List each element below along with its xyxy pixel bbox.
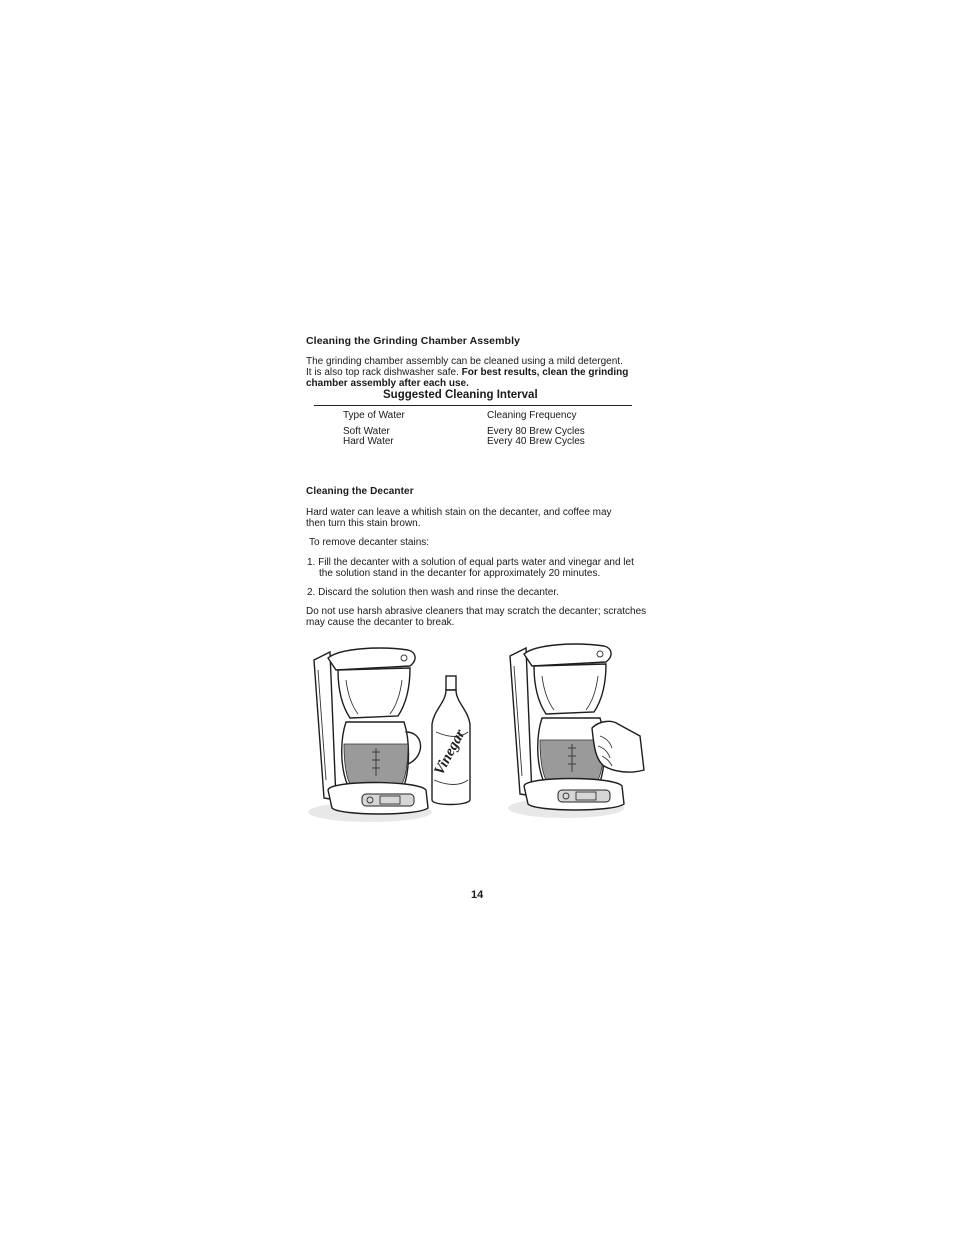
coffee-maker-with-hand-icon [508,644,644,818]
table-rule [314,405,632,406]
table-header-frequency: Cleaning Frequency [487,410,577,421]
vinegar-bottle-icon [431,676,470,805]
grinding-line-2 [306,367,628,378]
section-heading-grinding-chamber: Cleaning the Grinding Chamber Assembly [306,335,521,347]
decanter-para-line-1: Hard water can leave a whitish stain on the decanter, and coffee may [306,507,612,518]
grinding-line-2-bold: For best results, clean the grinding [461,367,629,378]
table-row-hard-frequency: Every 40 Brew Cycles [487,436,585,447]
table-row-soft-water: Soft Water [343,426,390,437]
step-1-line-2: the solution stand in the decanter for approximately 20 minutes. [319,568,601,579]
decanter-intro: To remove decanter stains: [309,537,430,548]
section-heading-decanter: Cleaning the Decanter [306,486,414,497]
step-1-line-1: 1. Fill the decanter with a solution of equal parts water and vinegar and let [307,557,634,568]
decanter-cleaning-illustration [300,640,650,840]
table-header-type: Type of Water [343,410,405,421]
warning-line-1: Do not use harsh abrasive cleaners that may scratch the decanter; scratches [306,606,647,617]
warning-line-2: may cause the decanter to break. [306,617,455,628]
decanter-warning [306,606,646,628]
table-row-hard-water: Hard Water [343,436,394,447]
grinding-paragraph [306,356,628,389]
decanter-paragraph [306,507,612,529]
coffee-maker-icon [308,648,432,822]
grinding-line-1: The grinding chamber assembly can be cleaned using a mild detergent. [306,356,623,367]
table-title: Suggested Cleaning Interval [383,389,538,401]
page-number: 14 [471,889,484,901]
bottle-label: Vinegar [431,726,469,778]
grinding-line-3: chamber assembly after each use. [306,378,469,389]
decanter-step-1 [307,557,634,579]
decanter-step-2: 2. Discard the solution then wash and rinse the decanter. [307,587,559,598]
grinding-line-2-normal: It is also top rack dishwasher safe. [306,367,462,378]
decanter-para-line-2: then turn this stain brown. [306,518,421,529]
table-row-soft-frequency: Every 80 Brew Cycles [487,426,585,437]
